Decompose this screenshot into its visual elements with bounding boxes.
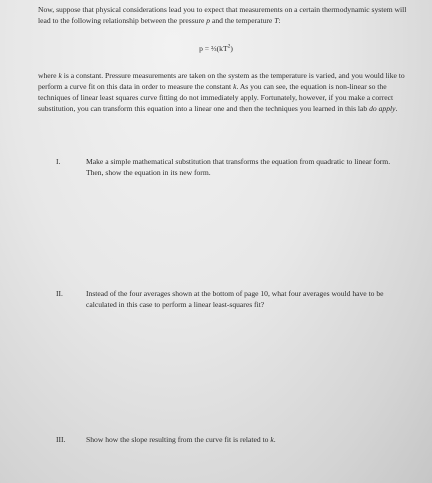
body-emphasis: do apply bbox=[369, 104, 396, 113]
question-3-variable-k: k bbox=[270, 435, 274, 444]
intro-variable-t: T bbox=[274, 16, 279, 25]
question-number-3: III. bbox=[56, 435, 66, 444]
question-number-2: II. bbox=[56, 289, 63, 298]
intro-text: and the temperature bbox=[210, 16, 275, 25]
pressure-equation bbox=[0, 43, 432, 54]
intro-text: : bbox=[278, 16, 281, 25]
explanation-paragraph bbox=[38, 70, 414, 114]
question-text-2: Instead of the four averages shown at the bottom of page 10, what four averages would have to be calculated in this case to perform a linear least-squares fit? bbox=[86, 289, 384, 309]
question-number-1: I. bbox=[56, 157, 61, 166]
body-text: . bbox=[395, 104, 398, 113]
body-text: . As you can see, the equation is non-linear so the techniques of linear least squares curve fitting do not immediately apply. Fortunately, however, if you make a correct substitution, you can transform this equation into a linear one and then the techniques you learned in this lab bbox=[38, 82, 394, 113]
equation-exponent: 2 bbox=[227, 43, 231, 50]
equation-right: ) bbox=[230, 44, 233, 53]
question-text-1: Make a simple mathematical substitution that transforms the equation from quadratic to linear form. Then, show the equation in its new form. bbox=[86, 157, 391, 177]
equation-left: p = ⅔(kT bbox=[199, 44, 228, 53]
question-text-3 bbox=[86, 434, 396, 445]
question-3-text: Show how the slope resulting from the curve fit is related to bbox=[86, 435, 271, 444]
intro-variable-p: p bbox=[206, 16, 211, 25]
body-variable-k: k bbox=[58, 71, 62, 80]
body-text: where bbox=[38, 71, 59, 80]
question-3-text: . bbox=[273, 435, 276, 444]
intro-paragraph bbox=[38, 4, 414, 26]
body-text: is a constant. Pressure measurements are taken on the system as the temperature is varied, and you would like to perform a curve fit on this data in order to measure the constant bbox=[38, 71, 405, 91]
body-variable-k: k bbox=[233, 82, 237, 91]
intro-text: Now, suppose that physical considerations lead you to expect that measurements on a certain thermodynamic system will lead to the following relationship between the pressure bbox=[38, 5, 407, 25]
